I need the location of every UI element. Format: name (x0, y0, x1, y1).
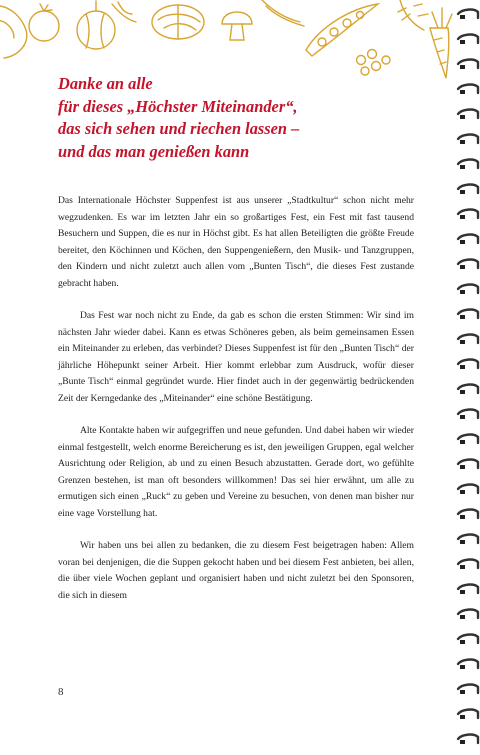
paragraph: Das Fest war noch nicht zu Ende, da gab es schon die ersten Stimmen: Wir sind im nächsten Jahr wieder dabei. Kann es etwas Schöneres geben, als beim gemeinsamen Essen ein Miteinander zu erleben, das verbindet? Dieses Suppenfest ist für den „Bunten Tisch“ der jährliche Höhepunkt seiner Arbeit. Hier kommt erlebbar zum Ausdruck, wofür dieser „Bunte Tisch“ einmal gegründet wurde. Hier findet auch in der gegenwärtig bedrückenden Zeit der Kerngedanke des „Miteinander“ eine schöne Bestätigung. (58, 310, 414, 404)
spiral-ring (458, 310, 478, 319)
paragraph: Wir haben uns bei allen zu bedanken, die zu diesem Fest beigetragen haben: Allem voran bei denjenigen, die die Suppen gekocht haben und bei diesem Fest anbieten, bei allen, die über viele Wochen geplant und organisiert haben und nicht zuletzt bei den Sponsoren, die sich in diesem (58, 540, 414, 601)
spiral-ring (458, 235, 478, 244)
spiral-ring (458, 635, 478, 644)
body-text (58, 193, 414, 620)
spiral-ring (458, 10, 478, 19)
spiral-ring (458, 660, 478, 669)
spiral-ring (458, 210, 478, 219)
spiral-ring (458, 335, 478, 344)
spiral-ring (458, 85, 478, 94)
page-title (58, 73, 388, 163)
spiral-ring (458, 360, 478, 369)
spiral-ring (458, 460, 478, 469)
spiral-ring (458, 35, 478, 44)
spiral-ring (458, 385, 478, 394)
spiral-ring (458, 110, 478, 119)
vegetable-illustration (0, 0, 455, 80)
spiral-ring (458, 260, 478, 269)
spiral-ring (458, 60, 478, 69)
spiral-ring (458, 710, 478, 719)
spiral-ring (458, 560, 478, 569)
spiral-ring (458, 435, 478, 444)
spiral-ring (458, 685, 478, 694)
spiral-ring (458, 735, 478, 744)
spiral-ring (458, 485, 478, 494)
title-line: das sich sehen und riechen lassen – (58, 119, 300, 138)
spiral-ring (458, 135, 478, 144)
paragraph: Das Internationale Höchster Suppenfest ist aus unserer „Stadtkultur“ schon nicht mehr wegzudenken. Es war im letzten Jahr ein so großartiges Fest, ein Fest mit fast tausend Besuchern und Suppen, die es nur in Höchst gibt. Es hat allen Beteiligten die größte Freude bereitet, den Köchinnen und Köchen, den Suppengenießern, den Musik- und Tanzgruppen, den Kindern und nicht zuletzt auch allen vom „Bunten Tisch“, die dieses Fest zustande gebracht haben. (58, 195, 414, 289)
title-line: für dieses „Höchster Miteinander“, (58, 96, 298, 116)
spiral-ring (458, 585, 478, 594)
spiral-ring (458, 535, 478, 544)
spiral-binding (456, 0, 480, 755)
title-line: und das man genießen kann (58, 141, 250, 161)
spiral-ring (458, 410, 478, 419)
spiral-ring (458, 185, 478, 194)
spiral-ring (458, 285, 478, 294)
spiral-ring (458, 610, 478, 619)
spiral-ring (458, 160, 478, 169)
page-number: 8 (58, 686, 64, 698)
paragraph: Alte Kontakte haben wir aufgegriffen und neue gefunden. Und dabei haben wir wieder einmal festgestellt, welch enorme Bereicherung es ist, den jeweiligen Gruppen, egal welcher Ausrichtung oder Religion, ab und zu einen Besuch abzustatten. Gerade dort, wo gefühlte Grenzen bestehen, ist man oft besonders willkommen! Das sei hier erwähnt, um alle zu ermutigen sich einen „Ruck“ zu geben und Vereine zu besuchen, von denen man bisher nur eine vage Vorstellung hat. (58, 425, 414, 519)
spiral-ring (458, 510, 478, 519)
title-line: Danke an alle (58, 74, 153, 93)
